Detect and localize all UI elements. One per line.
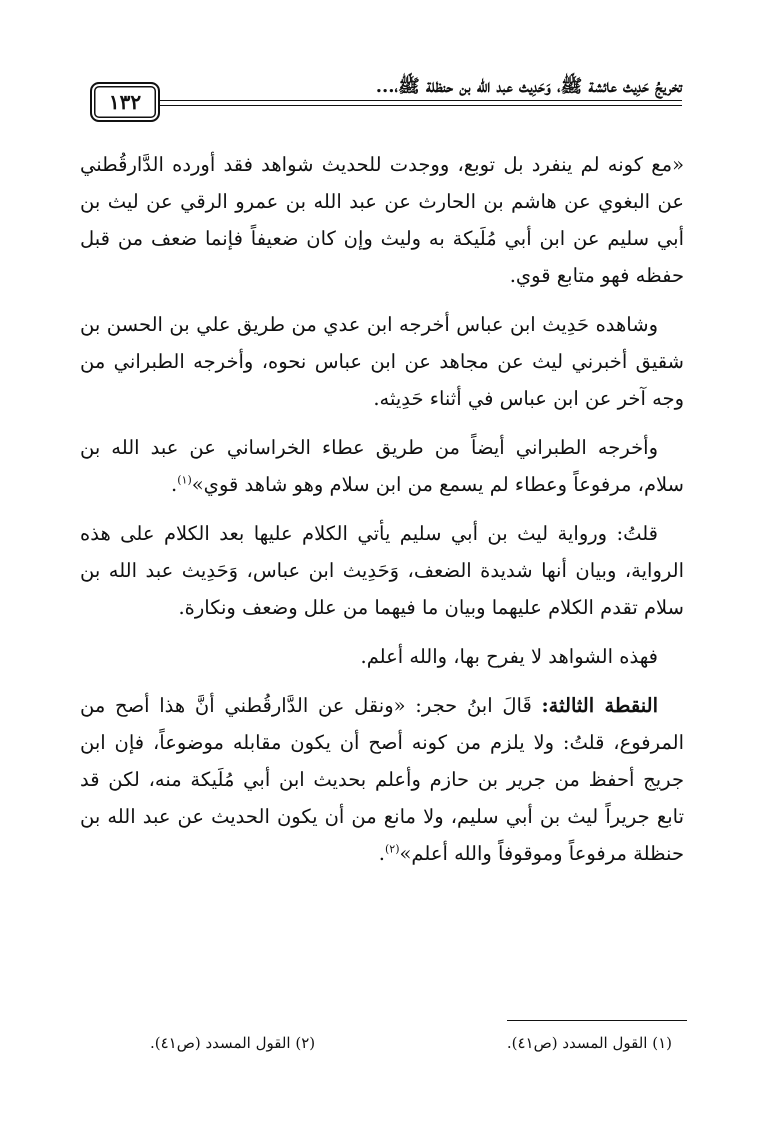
header-rule (90, 100, 682, 101)
paragraph-5: فهذه الشواهد لا يفرح بها، والله أعلم. (360, 645, 658, 668)
footnote-ref-2[interactable]: (٢) (384, 842, 400, 856)
footnote-1: (١) القول المسدد (ص٤١). (506, 1034, 672, 1052)
page-number: ١٣٢ (108, 90, 142, 114)
paragraph-1: «مع كونه لم ينفرد بل توبع، ووجدت للحديث شواهد فقد أورده الدَّارقُطني عن البغوي عن هاشم بن الحارث عن عبد الله بن عمرو الرقي عن ليث بن أبي سليم عن ابن أبي مُلَيكة به وليث وإن كان ضعيفاً فإنما ضعف من قبل حفظه فهو متابع قوي. (80, 153, 684, 287)
paragraph-6 (80, 687, 684, 872)
footnotes (80, 1032, 684, 1054)
page-number-box (90, 82, 160, 122)
running-title: تخريجُ حَدِيث عائشة ﷺ، وَحَدِيث عبد الله بن حنظلة ﷺ،... (176, 76, 682, 98)
footnote-2: (٢) القول المسدد (ص٤١). (150, 1034, 316, 1052)
footnote-divider (507, 1020, 687, 1021)
paragraph-3-tail: . (171, 473, 178, 496)
paragraph-2: وشاهده حَدِيث ابن عباس أخرجه ابن عدي من طريق علي بن الحسن بن شقيق أخبرني ليث عن مجاهد عن ابن عباس نحوه، وأخرجه الطبراني من وجه آخر عن ابن عباس في أثناء حَدِيثه. (80, 313, 684, 410)
paragraph-3-text: وأخرجه الطبراني أيضاً من طريق عطاء الخراساني عن عبد الله بن سلام، مرفوعاً وعطاء لم يسمع من ابن سلام وهو شاهد قوي» (80, 436, 684, 496)
header-rule (90, 105, 682, 106)
footnote-ref-1[interactable]: (١) (177, 473, 192, 487)
section-lead: النقطة الثالثة: (541, 694, 659, 717)
page-header (90, 74, 682, 120)
paragraph-6-text: قَالَ ابنُ حجر: «ونقل عن الدَّارقُطني أنَّ هذا أصح من المرفوع، قلتُ: ولا يلزم من كونه أصح أن يكون مقابله موضوعاً، فإن ابن جريج أحفظ من جرير بن حازم وأعلم بحديث ابن أبي مُلَيكة منه، لكن قد تابع جريراً ليث بن أبي سليم، ولا مانع من أن يكون الحديث عن عبد الله بن حنظلة مرفوعاً وموقوفاً والله أعلم» (80, 694, 684, 865)
body-text (80, 146, 684, 884)
paragraph-3 (80, 429, 684, 503)
paragraph-6-tail: . (378, 842, 385, 865)
paragraph-4: قلتُ: ورواية ليث بن أبي سليم يأتي الكلام عليها بعد الكلام على هذه الرواية، وبيان أنها شديدة الضعف، وَحَدِيث ابن عباس، وَحَدِيث عبد الله بن سلام تقدم الكلام عليهما وبيان ما فيهما من علل وضعف ونكارة. (80, 522, 684, 619)
